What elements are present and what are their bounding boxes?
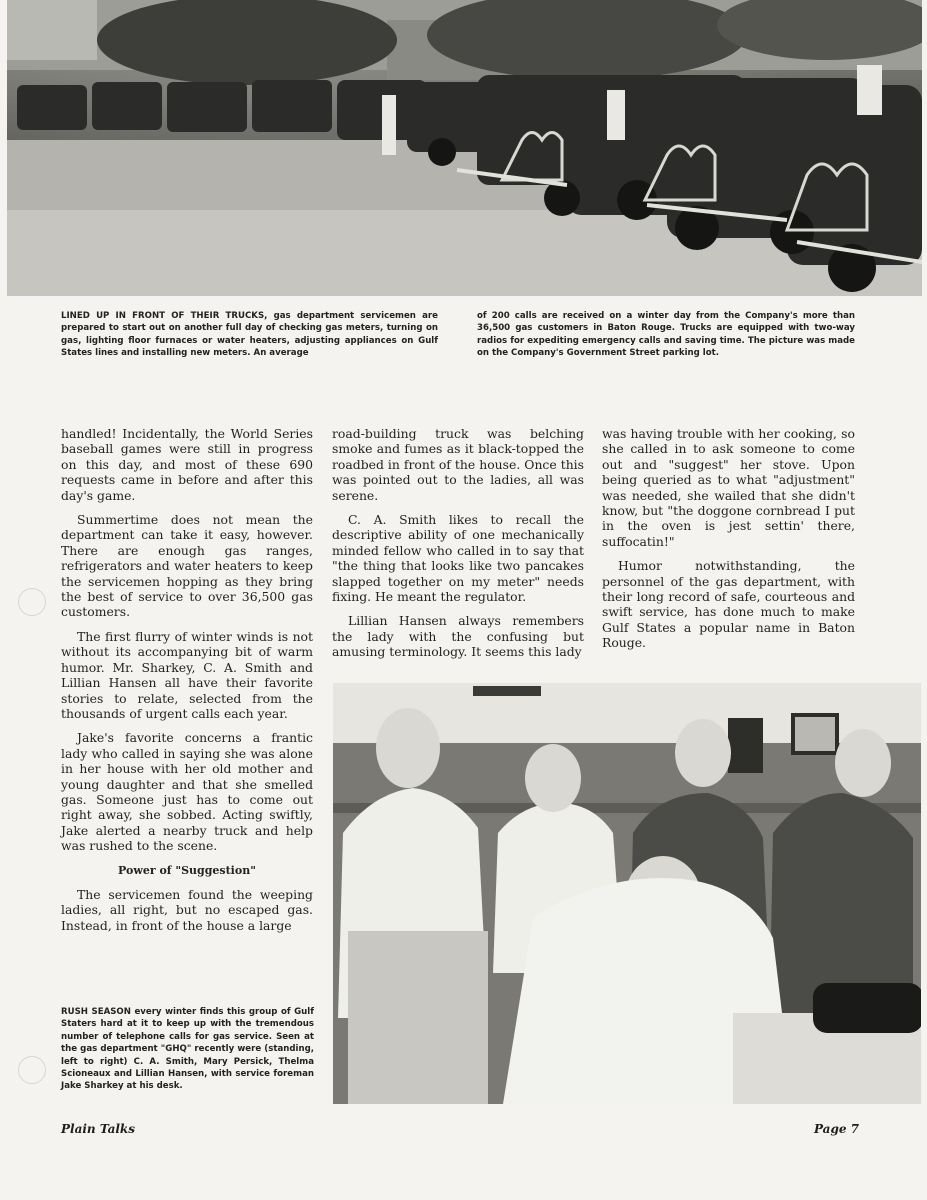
publication-name: Plain Talks: [61, 1122, 136, 1136]
office-staff-photo: [333, 683, 921, 1104]
col3-paragraph-2: Humor notwithstanding, the personnel of the gas department, with their long record of safe, courteous and swift service, has done much to make Gulf States a popular name in Baton Rouge.: [602, 558, 855, 651]
bottom-caption-lead: RUSH SEASON: [61, 1007, 131, 1017]
col1-paragraph-5: The servicemen found the weeping ladies, all right, but no escaped gas. Instead, in front of the house a large: [61, 886, 313, 933]
page-number: Page 7: [813, 1122, 859, 1136]
office-staff-photo-illustration: [333, 683, 921, 1104]
article-column-3: [602, 426, 855, 660]
trucks-photo: [7, 0, 922, 296]
bottom-caption: [61, 1006, 314, 1093]
col1-paragraph-1: handled! Incidentally, the World Series baseball games were still in progress on this day, and most of these 690 requests came in before and after this day's game.: [61, 426, 313, 503]
top-caption-right-text: of 200 calls are received on a winter day from the Company's more than 36,500 gas customers in Baton Rouge. Trucks are equipped with two-way radios for expediting emergency calls and saving time. The picture was made on the Company's Government Street parking lot.: [477, 311, 855, 359]
section-subhead: Power of "Suggestion": [118, 863, 256, 877]
col1-paragraph-2: Summertime does not mean the department can take it easy, however. There are enough gas ranges, refrigerators and water heaters to keep the servicemen hopping as they bring the best of service to over 36,500 gas customers.: [61, 512, 313, 620]
col1-paragraph-3: The first flurry of winter winds is not without its accompanying bit of warm humor. Mr. Sharkey, C. A. Smith and Lillian Hansen all have their favorite stories to relate, selected from the thousands of urgent calls each year.: [61, 628, 313, 721]
article-column-2: [332, 426, 584, 669]
bottom-caption-text: every winter finds this group of Gulf Staters hard at it to keep up with the tremendous number of telephone calls for gas service. Seen at the gas department "GHQ" recently were (standing, left to right) C. A. Smith, Mary Persick, Thelma Scioneaux and Lillian Hansen, with service foreman Jake Sharkey at his desk.: [61, 1007, 314, 1092]
top-caption-left-text: gas department servicemen are prepared to start out on another full day of checking gas meters, turning on gas, lighting floor furnaces or water heaters, adjusting appliances on Gulf States lines and installing new meters. An average: [61, 311, 438, 359]
trucks-photo-illustration: [7, 0, 922, 296]
col2-paragraph-3: Lillian Hansen always remembers the lady with the confusing but amusing terminology. It seems this lady: [332, 613, 584, 660]
col1-paragraph-4: Jake's favorite concerns a frantic lady who called in saying she was alone in her house with her old mother and young daughter and that she smelled gas. Someone just has to come out right away, she sobbed. Acting swiftly, Jake alerted a nearby truck and help was rushed to the scene.: [61, 730, 313, 854]
punch-hole-middle: [18, 588, 46, 616]
top-caption-lead: LINED UP IN FRONT OF THEIR TRUCKS,: [61, 311, 268, 321]
punch-hole-bottom: [18, 1056, 46, 1084]
col2-paragraph-1: road-building truck was belching smoke and fumes as it black-topped the roadbed in front of the house. Once this was pointed out to the ladies, all was serene.: [332, 426, 584, 503]
top-caption-left: [61, 310, 438, 360]
top-caption-right: [477, 310, 855, 360]
col3-paragraph-1: was having trouble with her cooking, so she called in to ask someone to come out and "suggest" her stove. Upon being queried as to what "adjustment" was needed, she wailed that she didn't know, but "the doggone cornbread I put in the oven is jest settin' there, suffocatin!": [602, 426, 855, 549]
col2-paragraph-2: C. A. Smith likes to recall the descriptive ability of one mechanically minded fellow who called in to say that "the thing that looks like two pancakes slapped together on my meter" needs fixing. He meant the regulator.: [332, 512, 584, 605]
article-column-1: [61, 426, 313, 942]
